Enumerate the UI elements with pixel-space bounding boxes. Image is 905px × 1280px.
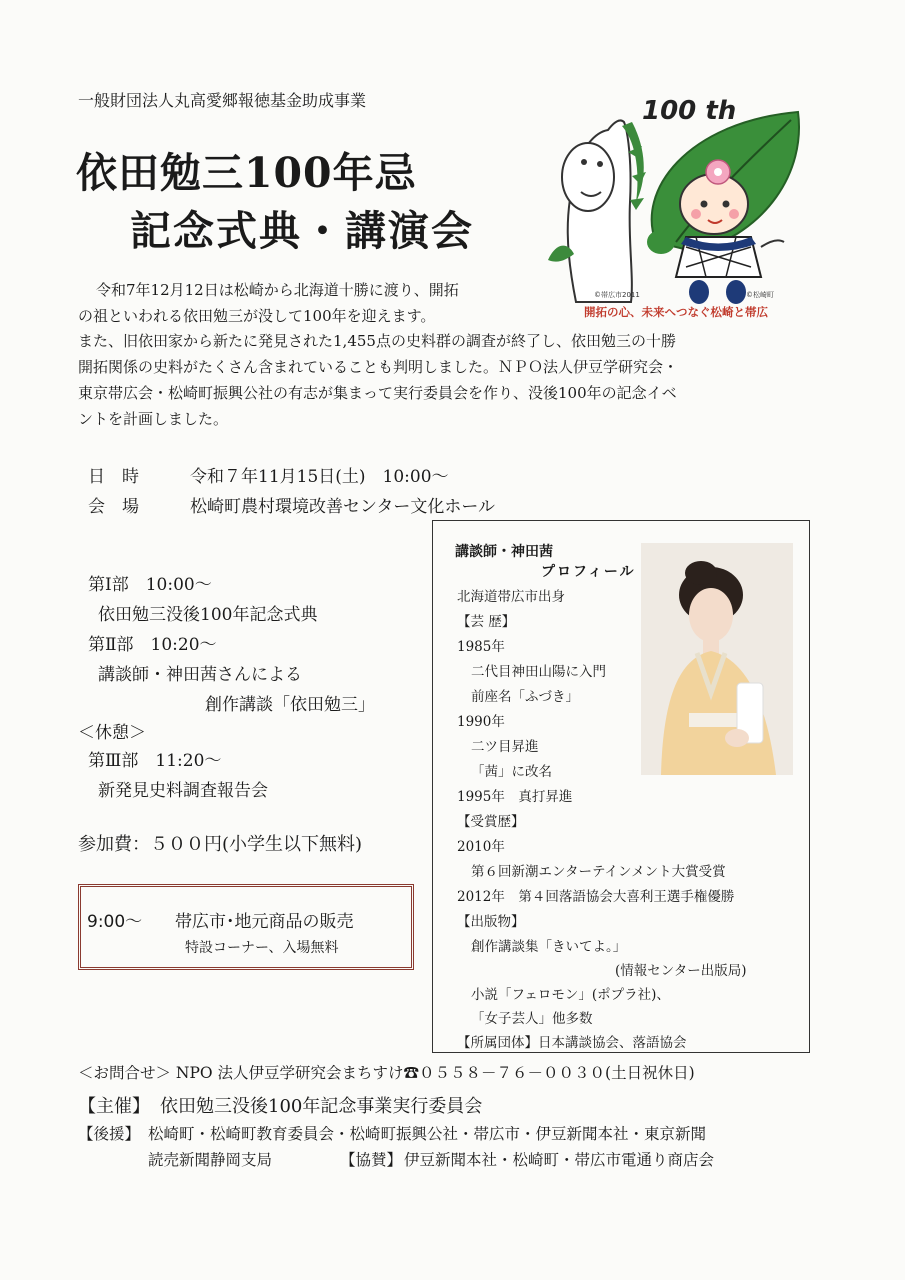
logo-badge: 100 th: [642, 96, 737, 126]
profile-line: 北海道帯広市出身: [457, 589, 565, 605]
profile-line: 小説「フェロモン」(ポプラ社)、: [471, 987, 670, 1003]
contact-info: ＜お問合せ＞ NPO 法人伊豆学研究会まちすけ☎０５５８－７６－００３０(土日祝休日): [78, 1064, 695, 1082]
profile-line: 【芸 歴】: [457, 614, 516, 630]
intro-line: の祖といわれる依田勉三が没して100年を迎えます。: [78, 307, 436, 325]
profile-line: 創作講談集「きいてよ。」: [471, 939, 627, 955]
venue-value: 松崎町農村環境改善センター文化ホール: [190, 497, 495, 517]
admission-fee: 参加費：５００円(小学生以下無料): [78, 834, 363, 855]
sale-note: 特設コーナー、入場無料: [185, 940, 339, 956]
title-line-2: 記念式典・講演会: [130, 207, 474, 255]
date-label: 日 時: [88, 467, 139, 487]
mascot-illustration: [536, 92, 816, 322]
program-part2-time: 第Ⅱ部 10:20～: [88, 635, 217, 655]
profile-line: 2012年 第４回落語協会大喜利王選手権優勝: [457, 889, 735, 905]
profile-box: [432, 520, 810, 1053]
program-break: ＜休憩＞: [78, 723, 146, 743]
sale-time: 9:00～: [87, 912, 143, 932]
sponsor-list: 伊豆新聞本社・松崎町・帯広市電通り商店会: [404, 1151, 715, 1169]
title-line-1: 依田勉三100年忌: [76, 149, 417, 197]
logo-slogan: 開拓の心、未来へつなぐ松崎と帯広: [584, 305, 768, 319]
profile-line: 【受賞歴】: [457, 814, 525, 830]
program-part2-subtitle: 創作講談「依田勉三」: [205, 695, 375, 715]
host-name: 依田勉三没後100年記念事業実行委員会: [160, 1096, 483, 1117]
profile-line: (情報センター出版局): [615, 963, 747, 979]
intro-line: 令和7年12月12日は松崎から北海道十勝に渡り、開拓: [96, 281, 459, 299]
support-label: 【後援】: [78, 1125, 141, 1143]
program-part1-time: 第Ⅰ部 10:00～: [88, 575, 212, 595]
profile-line: 1990年: [457, 714, 505, 730]
sale-title: 帯広市･地元商品の販売: [175, 912, 354, 932]
profile-line: 2010年: [457, 839, 505, 855]
profile-line: 【所属団体】日本講談協会、落語協会: [457, 1035, 687, 1051]
program-part2-title: 講談師・神田茜さんによる: [98, 665, 302, 685]
profile-line: 1995年 真打昇進: [457, 789, 573, 805]
logo-credit-left: ©帯広市2011: [594, 291, 640, 299]
sponsor-label: 【協賛】: [340, 1151, 403, 1169]
profile-subtitle: プロフィール: [541, 564, 636, 580]
portrait-illustration: [641, 543, 793, 775]
intro-line: ントを計画しました。: [78, 410, 229, 428]
profile-line: 第６回新潮エンターテインメント大賞受賞: [471, 864, 726, 880]
profile-photo: [641, 543, 793, 775]
venue-label: 会 場: [88, 497, 139, 517]
profile-line: 前座名「ふづき」: [471, 689, 579, 705]
intro-line: また、旧依田家から新たに発見された1,455点の史料群の調査が終了し、依田勉三の十勝: [78, 332, 676, 350]
profile-title: 講談師・神田茜: [455, 544, 553, 560]
intro-line: 開拓関係の史料がたくさん含まれていることも判明しました。ＮＰＯ法人伊豆学研究会・: [78, 358, 679, 376]
program-part1-title: 依田勉三没後100年記念式典: [98, 605, 318, 625]
program-part3-time: 第Ⅲ部 11:20～: [88, 751, 222, 771]
support-list-2: 読売新聞静岡支局: [148, 1151, 273, 1169]
profile-line: 二代目神田山陽に入門: [471, 664, 606, 680]
mascot-logo: [536, 92, 816, 322]
profile-line: 二ツ目昇進: [471, 739, 539, 755]
date-value: 令和７年11月15日(土) 10:00～: [190, 467, 449, 487]
profile-line: 1985年: [457, 639, 505, 655]
profile-line: 「茜」に改名: [471, 764, 552, 780]
host-label: 【主催】: [78, 1096, 150, 1117]
intro-line: 東京帯広会・松崎町振興公社の有志が集まって実行委員会を作り、没後100年の記念イベ: [78, 384, 677, 402]
grant-notice: 一般財団法人丸高愛郷報徳基金助成事業: [78, 91, 367, 110]
profile-line: 【出版物】: [457, 914, 525, 930]
support-list: 松崎町・松崎町教育委員会・松崎町振興公社・帯広市・伊豆新聞本社・東京新聞: [148, 1125, 707, 1143]
logo-credit-right: ©松崎町: [746, 291, 774, 299]
sale-box: [78, 884, 414, 970]
profile-line: 「女子芸人」他多数: [471, 1011, 593, 1027]
program-part3-title: 新発見史料調査報告会: [98, 781, 268, 801]
